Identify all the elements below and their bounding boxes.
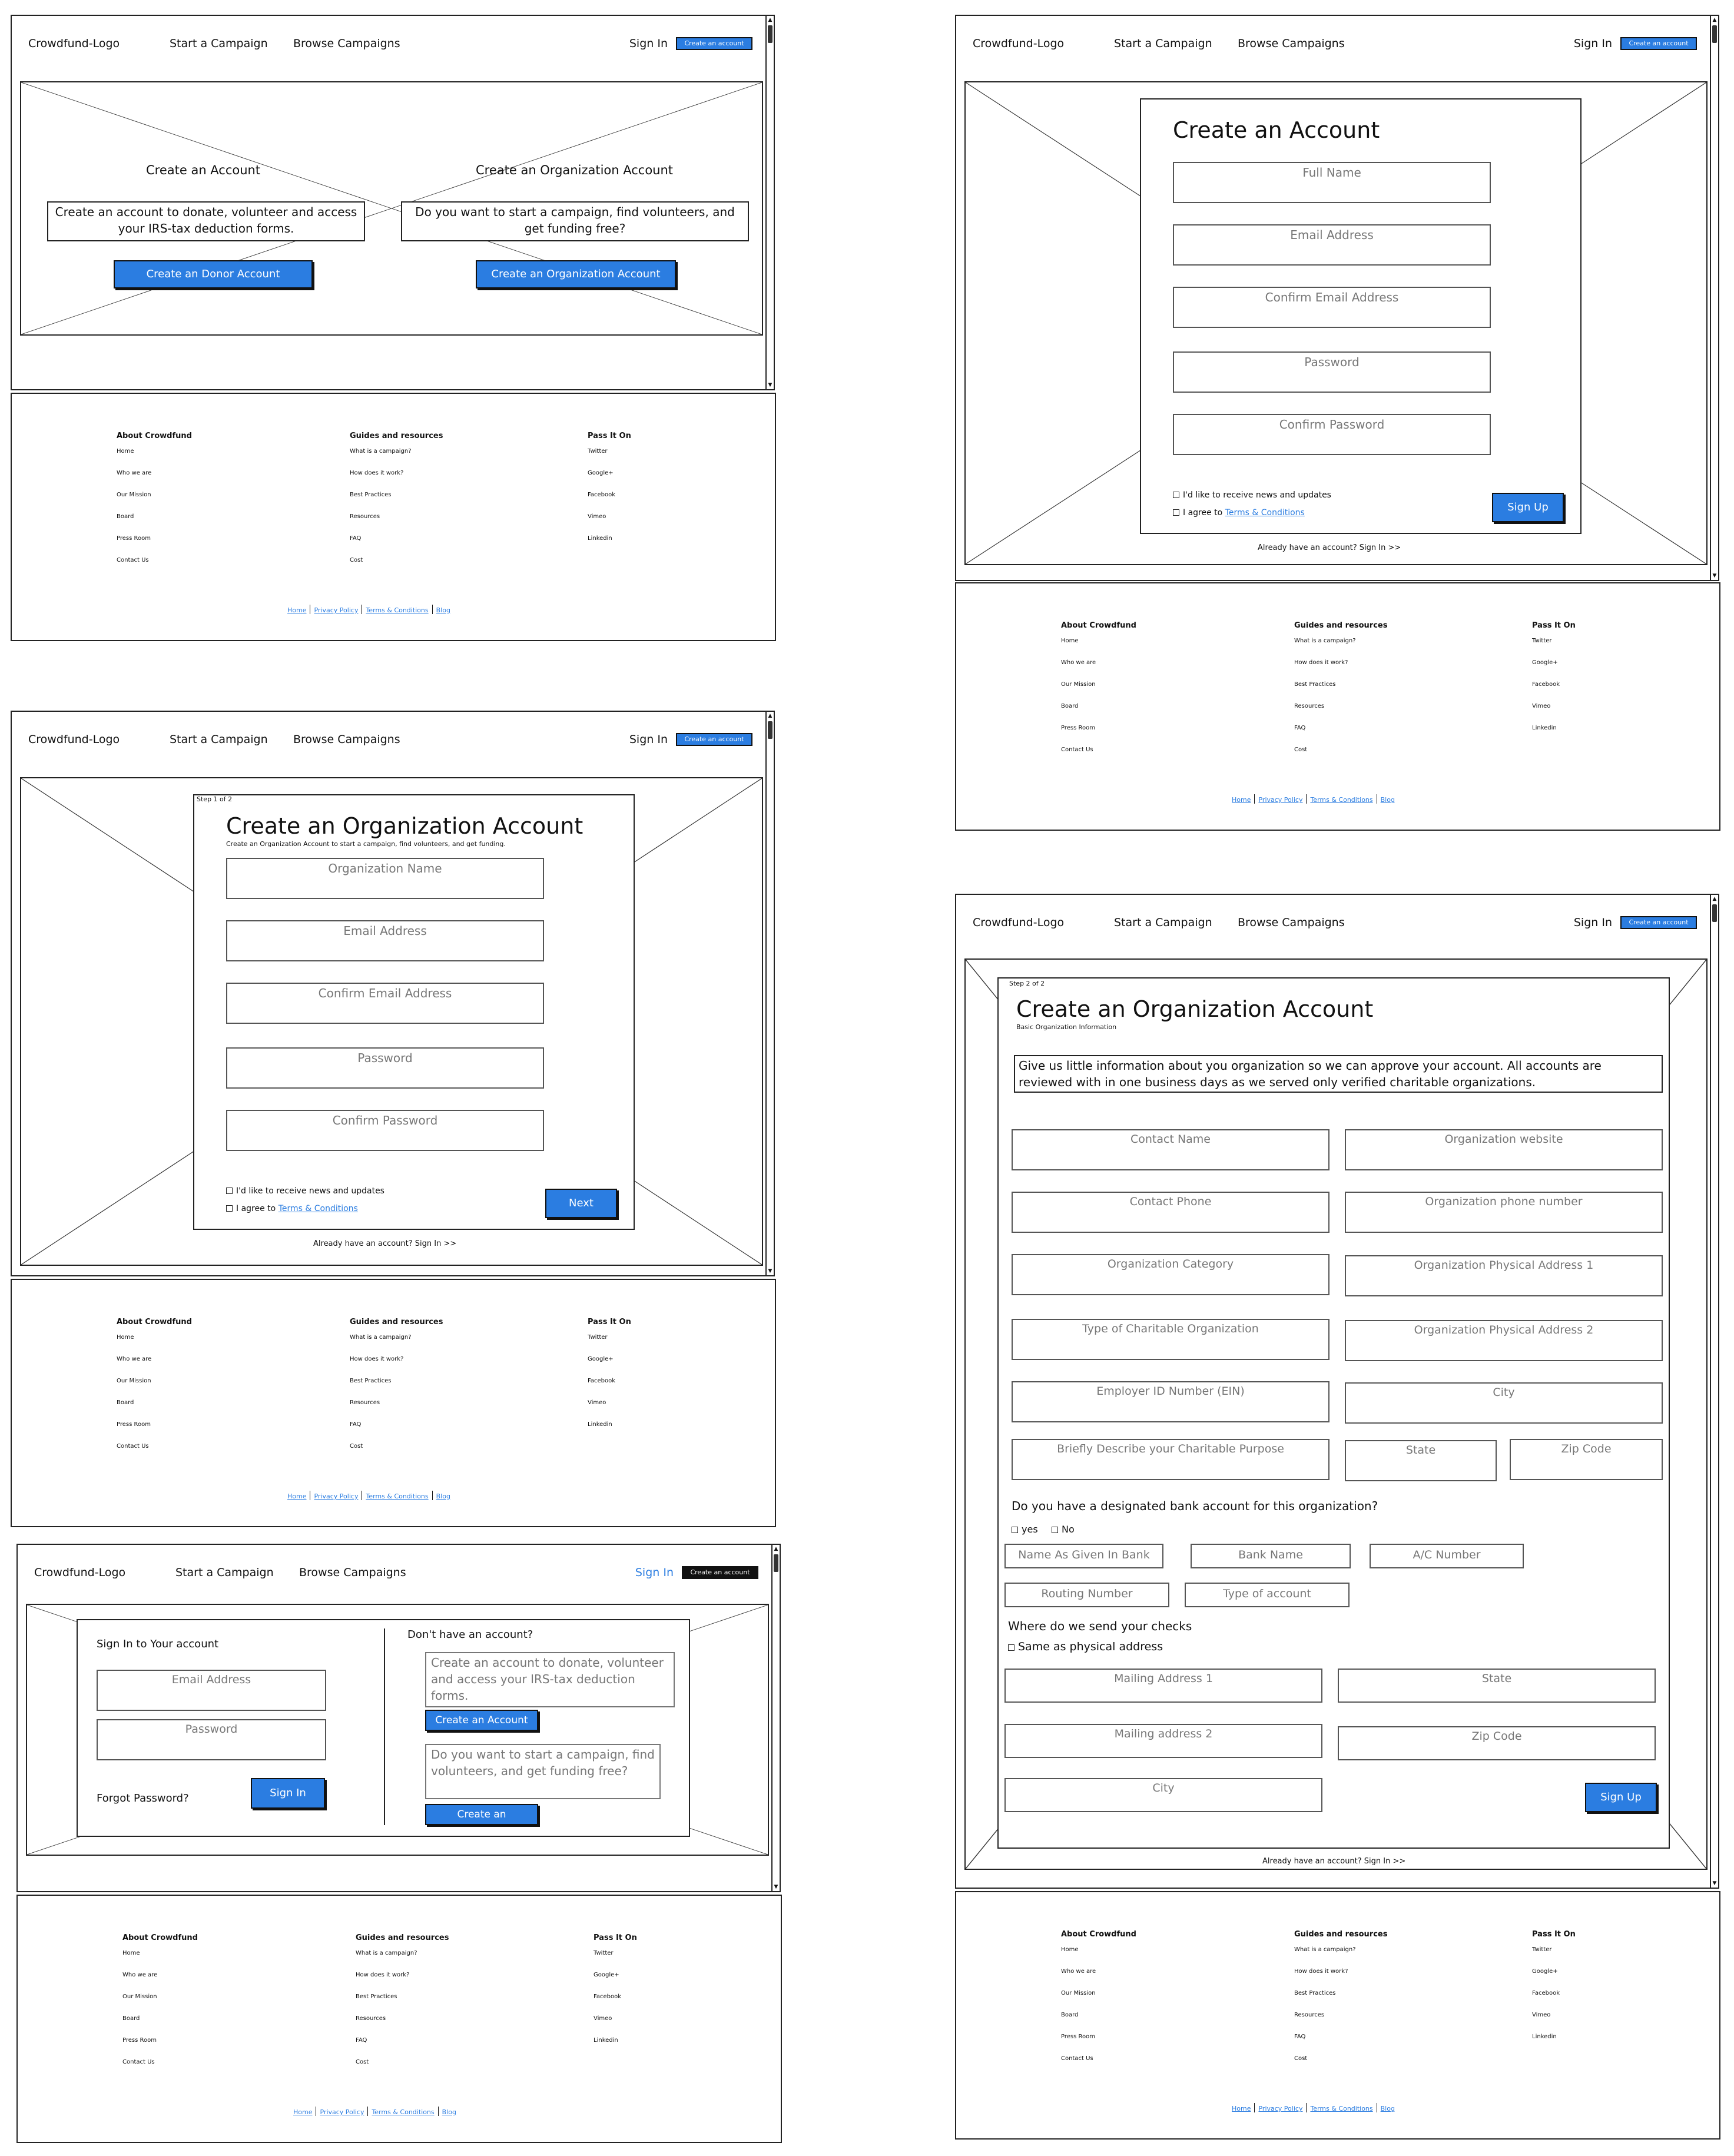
nav-start-campaign[interactable]: Start a Campaign [175, 1566, 274, 1579]
footer-link[interactable]: Linkedin [588, 1421, 612, 1428]
footer-link[interactable]: Who we are [1061, 1968, 1096, 1975]
donor-description: Create an account to donate, volunteer and access your IRS-tax deduction forms. [47, 201, 365, 241]
footer-link[interactable]: Vimeo [1532, 703, 1551, 709]
footer-link[interactable]: How does it work? [1294, 659, 1348, 666]
footer-link[interactable]: Linkedin [1532, 2034, 1557, 2040]
footer-link[interactable]: Our Mission [1061, 681, 1096, 688]
top-nav [956, 16, 1710, 75]
footer-link[interactable]: FAQ [1294, 725, 1306, 731]
already-have-account-link[interactable]: Already have an account? Sign In >> [313, 1239, 457, 1248]
footer-link[interactable]: Cost [1294, 747, 1308, 753]
donor-signup-card [1140, 98, 1582, 534]
footer-bottom-links [287, 1491, 450, 1500]
sign-up-button[interactable]: Sign Up [1585, 1783, 1657, 1812]
news-checkbox[interactable]: I'd like to receive news and updates [1173, 490, 1331, 500]
footer-link[interactable]: What is a campaign? [350, 1334, 412, 1341]
footer-privacy-link[interactable]: Privacy Policy [1258, 796, 1303, 804]
mailing-zip-input[interactable]: Zip Code [1338, 1726, 1656, 1760]
footer-blog-link[interactable]: Blog [1380, 2105, 1395, 2112]
footer-link[interactable]: Google+ [1532, 1968, 1558, 1975]
footer-blog-link[interactable]: Blog [1380, 796, 1395, 804]
footer-link[interactable]: Who we are [117, 470, 152, 476]
footer-link[interactable]: Board [117, 1399, 134, 1406]
footer-privacy-link[interactable]: Privacy Policy [1258, 2105, 1303, 2112]
nav-create-account-button[interactable]: Create an account [676, 37, 752, 50]
next-button[interactable]: Next [545, 1189, 617, 1218]
footer-blog-link[interactable]: Blog [436, 606, 450, 614]
footer-link[interactable]: Press Room [1061, 2034, 1095, 2040]
footer-link[interactable]: Who we are [122, 1972, 158, 1978]
top-nav [956, 895, 1710, 954]
bank-yes-checkbox[interactable]: yes [1012, 1524, 1038, 1535]
nav-create-account-button[interactable]: Create an account [1620, 37, 1697, 50]
footer-link[interactable]: Facebook [1532, 681, 1560, 688]
footer-link[interactable]: Press Room [117, 1421, 151, 1428]
checks-question: Where do we send your checks [1008, 1619, 1192, 1633]
footer-link[interactable]: Contact Us [1061, 747, 1093, 753]
sign-in-card [77, 1619, 690, 1837]
scrollbar[interactable]: ▲ ▼ [765, 16, 774, 389]
footer-link[interactable]: Facebook [588, 1378, 615, 1384]
scrollbar[interactable]: ▲ ▼ [765, 712, 774, 1275]
terms-link[interactable]: Terms & Conditions [1225, 508, 1305, 518]
footer [955, 582, 1720, 831]
sign-in-title: Sign In to Your account [97, 1638, 219, 1650]
already-have-account-link[interactable]: Already have an account? Sign In >> [1262, 1857, 1406, 1866]
footer-link[interactable]: Home [117, 1334, 134, 1341]
nav-start-campaign[interactable]: Start a Campaign [1114, 37, 1212, 50]
footer-col-guides: Guides and resources What is a campaign? How does it work? Best Practices Resources FAQ Cost [356, 1933, 449, 2073]
footer-link[interactable]: Who we are [1061, 659, 1096, 666]
top-nav [12, 16, 765, 75]
screen-org-step1 [11, 711, 775, 1276]
logo[interactable]: Crowdfund-Logo [28, 733, 120, 746]
footer-col-about: About Crowdfund Home Who we are Our Mission Board Press Room Contact Us [122, 1933, 198, 2073]
footer-col-about: About Crowdfund Home Who we are Our Mission Board Press Room Contact Us [117, 432, 192, 571]
org-city-input[interactable]: City [1345, 1382, 1663, 1424]
screen-sign-in [16, 1544, 781, 1892]
confirm-password-input[interactable]: Confirm Password [226, 1110, 544, 1151]
footer-link[interactable]: Our Mission [117, 492, 151, 498]
sign-in-button[interactable]: Sign In [251, 1778, 325, 1809]
top-nav [18, 1545, 771, 1604]
org-name-input[interactable]: Organization Name [226, 858, 544, 899]
footer-terms-link[interactable]: Terms & Conditions [1310, 796, 1373, 804]
password-input[interactable]: Password [1173, 351, 1491, 393]
org-state-input[interactable]: State [1345, 1440, 1497, 1481]
footer-link[interactable]: Twitter [588, 448, 608, 455]
account-number-input[interactable]: A/C Number [1370, 1544, 1524, 1568]
card-subtitle: Create an Organization Account to start a campaign, find volunteers, and get funding. [226, 840, 506, 848]
footer-terms-link[interactable]: Terms & Conditions [366, 606, 429, 614]
terms-link[interactable]: Terms & Conditions [278, 1204, 358, 1213]
account-type-input[interactable]: Type of account [1185, 1583, 1350, 1607]
logo[interactable]: Crowdfund-Logo [973, 37, 1065, 50]
footer-bottom-links [287, 605, 450, 614]
mailing-city-input[interactable]: City [1004, 1778, 1322, 1812]
footer-col-guides: Guides and resources What is a campaign? How does it work? Best Practices Resources FAQ Cost [350, 1318, 443, 1457]
footer-link[interactable]: Resources [1294, 703, 1325, 709]
screen-account-type [11, 15, 775, 390]
news-checkbox[interactable]: I'd like to receive news and updates [226, 1186, 384, 1196]
create-account-button[interactable]: Create an Account [425, 1710, 538, 1731]
org-description: Do you want to start a campaign, find volunteers, and get funding free? [401, 201, 749, 241]
footer-col-about: About Crowdfund Home Who we are Our Mission Board Press Room Contact Us [1061, 621, 1136, 761]
nav-browse-campaigns[interactable]: Browse Campaigns [293, 733, 400, 746]
nav-sign-in[interactable]: Sign In [629, 37, 668, 50]
card-subtitle: Basic Organization Information [1016, 1023, 1117, 1031]
footer-link[interactable]: Press Room [117, 535, 151, 542]
footer-link[interactable]: Board [122, 2015, 140, 2022]
footer-link[interactable]: What is a campaign? [350, 448, 412, 455]
footer-terms-link[interactable]: Terms & Conditions [1310, 2105, 1373, 2112]
password-input[interactable]: Password [97, 1719, 326, 1760]
footer-link[interactable]: FAQ [1294, 2034, 1306, 2040]
charity-type-input[interactable]: Type of Charitable Organization [1012, 1319, 1329, 1360]
footer-link[interactable]: Google+ [588, 470, 614, 476]
footer-link[interactable]: Best Practices [1294, 1990, 1336, 1996]
mailing-address2-input[interactable]: Mailing address 2 [1004, 1724, 1322, 1758]
nav-start-campaign[interactable]: Start a Campaign [170, 733, 268, 746]
footer-col-guides: Guides and resources What is a campaign? How does it work? Best Practices Resources FAQ Cost [350, 432, 443, 571]
footer-col-pass: Pass It On Twitter Google+ Facebook Vimeo Linkedin [1532, 621, 1576, 739]
footer-terms-link[interactable]: Terms & Conditions [372, 2108, 435, 2116]
bank-name-input[interactable]: Bank Name [1191, 1544, 1351, 1568]
step-indicator: Step 2 of 2 [1009, 980, 1045, 987]
nav-sign-in[interactable]: Sign In [1573, 916, 1612, 929]
nav-start-campaign[interactable]: Start a Campaign [170, 37, 268, 50]
confirm-email-input[interactable]: Confirm Email Address [226, 983, 544, 1024]
footer-link[interactable]: Cost [1294, 2055, 1308, 2062]
org-website-input[interactable]: Organization website [1345, 1129, 1663, 1170]
footer-link[interactable]: Press Room [122, 2037, 157, 2044]
footer-link[interactable]: Board [1061, 2012, 1079, 2018]
footer-privacy-link[interactable]: Privacy Policy [320, 2108, 364, 2116]
footer-link[interactable]: How does it work? [1294, 1968, 1348, 1975]
nav-sign-in[interactable]: Sign In [629, 733, 668, 746]
footer-home-link[interactable]: Home [287, 1492, 307, 1500]
footer-link[interactable]: Home [1061, 1946, 1079, 1953]
footer-link[interactable]: Linkedin [594, 2037, 618, 2044]
logo[interactable]: Crowdfund-Logo [28, 37, 120, 50]
info-message: Give us little information about you organization so we can approve your account. All accounts are reviewed with in one business days as we served only verified charitable organizations. [1014, 1055, 1663, 1093]
divider [384, 1628, 385, 1825]
screen-org-step2 [955, 894, 1719, 1889]
footer-link[interactable]: Twitter [588, 1334, 608, 1341]
footer-link[interactable]: Vimeo [594, 2015, 612, 2022]
nav-create-account-button[interactable]: Create an account [1620, 916, 1697, 929]
footer-link[interactable]: Linkedin [588, 535, 612, 542]
footer-link[interactable]: FAQ [356, 2037, 367, 2044]
footer-link[interactable]: Google+ [1532, 659, 1558, 666]
same-address-checkbox[interactable]: Same as physical address [1008, 1640, 1163, 1653]
create-donor-account-button[interactable]: Create an Donor Account [114, 260, 313, 288]
footer [11, 1279, 776, 1527]
card-title: Create an Organization Account [226, 813, 583, 839]
org-heading: Create an Organization Account [476, 163, 674, 177]
nav-create-account-button[interactable]: Create an account [676, 733, 752, 746]
contact-phone-input[interactable]: Contact Phone [1012, 1192, 1329, 1233]
footer-col-pass: Pass It On Twitter Google+ Facebook Vimeo Linkedin [588, 432, 631, 549]
org-address1-input[interactable]: Organization Physical Address 1 [1345, 1255, 1663, 1296]
footer-link[interactable]: Home [1061, 638, 1079, 644]
footer-col-guides: Guides and resources What is a campaign? How does it work? Best Practices Resources FAQ Cost [1294, 621, 1387, 761]
top-nav [12, 712, 765, 771]
footer-col-pass: Pass It On Twitter Google+ Facebook Vimeo Linkedin [1532, 1930, 1576, 2048]
footer-link[interactable]: What is a campaign? [356, 1950, 417, 1956]
footer-link[interactable]: Board [117, 513, 134, 520]
contact-name-input[interactable]: Contact Name [1012, 1129, 1329, 1170]
org-address2-input[interactable]: Organization Physical Address 2 [1345, 1320, 1663, 1361]
no-account-text: Don't have an account? [407, 1628, 533, 1641]
footer-link[interactable]: Contact Us [1061, 2055, 1093, 2062]
org-details-card [997, 977, 1670, 1849]
footer-link[interactable]: Google+ [588, 1356, 614, 1362]
footer-link[interactable]: Twitter [1532, 1946, 1552, 1953]
footer-terms-link[interactable]: Terms & Conditions [366, 1492, 429, 1500]
footer-link[interactable]: Vimeo [588, 513, 606, 520]
card-title: Create an Account [1173, 117, 1380, 143]
screen-donor-signup [955, 15, 1719, 581]
footer-link[interactable]: Resources [350, 1399, 380, 1406]
footer-bottom-links [293, 2107, 456, 2116]
footer-link[interactable]: Our Mission [117, 1378, 151, 1384]
footer-bottom-links [1232, 794, 1395, 804]
footer-link[interactable]: Cost [350, 1443, 363, 1450]
footer [11, 393, 776, 641]
footer-link[interactable]: What is a campaign? [1294, 1946, 1356, 1953]
nav-sign-in[interactable]: Sign In [1573, 37, 1612, 50]
footer-link[interactable]: Vimeo [588, 1399, 606, 1406]
footer-link[interactable]: Contact Us [117, 1443, 149, 1450]
footer-link[interactable]: What is a campaign? [1294, 638, 1356, 644]
ein-input[interactable]: Employer ID Number (EIN) [1012, 1381, 1329, 1422]
email-input[interactable]: Email Address [226, 920, 544, 961]
footer-link[interactable]: Best Practices [350, 492, 392, 498]
footer-link[interactable]: FAQ [350, 535, 362, 542]
footer-link[interactable]: Our Mission [122, 1994, 157, 2000]
footer-link[interactable]: Facebook [1532, 1990, 1560, 1996]
scrollbar[interactable]: ▲ ▼ [1710, 16, 1718, 580]
footer-col-pass: Pass It On Twitter Google+ Facebook Vimeo Linkedin [588, 1318, 631, 1435]
nav-browse-campaigns[interactable]: Browse Campaigns [299, 1566, 406, 1579]
footer-link[interactable]: Press Room [1061, 725, 1095, 731]
footer-link[interactable]: Best Practices [356, 1994, 397, 2000]
footer-link[interactable]: Vimeo [1532, 2012, 1551, 2018]
charitable-purpose-input[interactable]: Briefly Describe your Charitable Purpose [1012, 1439, 1329, 1480]
footer-col-about: About Crowdfund Home Who we are Our Mission Board Press Room Contact Us [117, 1318, 192, 1457]
footer-blog-link[interactable]: Blog [442, 2108, 456, 2116]
footer [955, 1891, 1720, 2140]
footer-link[interactable]: Resources [356, 2015, 386, 2022]
already-have-account-link[interactable]: Already have an account? Sign In >> [1258, 543, 1401, 552]
org-phone-input[interactable]: Organization phone number [1345, 1192, 1663, 1233]
mailing-state-input[interactable]: State [1338, 1669, 1656, 1703]
footer-link[interactable]: Cost [350, 557, 363, 563]
create-org-button[interactable]: Create an [425, 1804, 538, 1825]
footer-home-link[interactable]: Home [287, 606, 307, 614]
name-in-bank-input[interactable]: Name As Given In Bank [1004, 1544, 1163, 1568]
footer-link[interactable]: Resources [350, 513, 380, 520]
footer-privacy-link[interactable]: Privacy Policy [314, 1492, 359, 1500]
donor-heading: Create an Account [146, 163, 261, 177]
footer-link[interactable]: Board [1061, 703, 1079, 709]
footer-link[interactable]: Best Practices [1294, 681, 1336, 688]
footer-link[interactable]: Facebook [588, 492, 615, 498]
footer-link[interactable]: Twitter [594, 1950, 614, 1956]
footer [16, 1895, 782, 2143]
footer-col-pass: Pass It On Twitter Google+ Facebook Vimeo Linkedin [594, 1933, 637, 2051]
confirm-email-input[interactable]: Confirm Email Address [1173, 287, 1491, 328]
nav-browse-campaigns[interactable]: Browse Campaigns [293, 37, 400, 50]
footer-home-link[interactable]: Home [1232, 2105, 1251, 2112]
nav-start-campaign[interactable]: Start a Campaign [1114, 916, 1212, 929]
footer-link[interactable]: Our Mission [1061, 1990, 1096, 1996]
footer-link[interactable]: How does it work? [356, 1972, 410, 1978]
footer-link[interactable]: Cost [356, 2059, 369, 2065]
sign-up-button[interactable]: Sign Up [1492, 493, 1564, 522]
terms-checkbox[interactable]: I agree to Terms & Conditions [1173, 508, 1305, 518]
routing-number-input[interactable]: Routing Number [1004, 1583, 1169, 1607]
org-category-input[interactable]: Organization Category [1012, 1254, 1329, 1295]
footer-privacy-link[interactable]: Privacy Policy [314, 606, 359, 614]
scrollbar[interactable]: ▲ ▼ [1710, 895, 1718, 1888]
bank-no-checkbox[interactable]: No [1052, 1524, 1075, 1535]
footer-col-guides: Guides and resources What is a campaign? How does it work? Best Practices Resources FAQ Cost [1294, 1930, 1387, 2069]
card-title: Create an Organization Account [1016, 996, 1374, 1022]
org-zip-input[interactable]: Zip Code [1510, 1439, 1663, 1480]
org-signup-card [193, 794, 635, 1230]
full-name-input[interactable]: Full Name [1173, 162, 1491, 203]
logo[interactable]: Crowdfund-Logo [34, 1566, 126, 1579]
footer-link[interactable]: Twitter [1532, 638, 1552, 644]
footer-link[interactable]: Contact Us [117, 557, 149, 563]
terms-checkbox[interactable]: I agree to Terms & Conditions [226, 1204, 358, 1213]
email-input[interactable]: Email Address [1173, 224, 1491, 266]
footer-blog-link[interactable]: Blog [436, 1492, 450, 1500]
org-description: Do you want to start a campaign, find volunteers, and get funding free? [425, 1744, 661, 1799]
mailing-address1-input[interactable]: Mailing Address 1 [1004, 1669, 1322, 1703]
nav-browse-campaigns[interactable]: Browse Campaigns [1238, 916, 1345, 929]
footer-link[interactable]: Google+ [594, 1972, 619, 1978]
footer-link[interactable]: Resources [1294, 2012, 1325, 2018]
nav-browse-campaigns[interactable]: Browse Campaigns [1238, 37, 1345, 50]
create-org-account-button[interactable]: Create an Organization Account [476, 260, 676, 288]
donor-description: Create an account to donate, volunteer and access your IRS-tax deduction forms. [425, 1652, 675, 1707]
footer-link[interactable]: Linkedin [1532, 725, 1557, 731]
footer-link[interactable]: Facebook [594, 1994, 621, 2000]
scrollbar[interactable]: ▲ ▼ [771, 1545, 780, 1891]
footer-link[interactable]: Contact Us [122, 2059, 155, 2065]
footer-link[interactable]: Best Practices [350, 1378, 392, 1384]
footer-home-link[interactable]: Home [293, 2108, 313, 2116]
footer-col-about: About Crowdfund Home Who we are Our Mission Board Press Room Contact Us [1061, 1930, 1136, 2069]
footer-link[interactable]: FAQ [350, 1421, 362, 1428]
confirm-password-input[interactable]: Confirm Password [1173, 414, 1491, 455]
step-indicator: Step 1 of 2 [197, 795, 233, 803]
footer-link[interactable]: Home [117, 448, 134, 455]
forgot-password-link[interactable]: Forgot Password? [97, 1792, 189, 1805]
logo[interactable]: Crowdfund-Logo [973, 916, 1065, 929]
nav-create-account-button[interactable]: Create an account [682, 1566, 758, 1579]
password-input[interactable]: Password [226, 1047, 544, 1089]
footer-home-link[interactable]: Home [1232, 796, 1251, 804]
bank-question: Do you have a designated bank account for this organization? [1012, 1499, 1378, 1513]
footer-link[interactable]: How does it work? [350, 1356, 404, 1362]
email-input[interactable]: Email Address [97, 1670, 326, 1711]
footer-link[interactable]: Home [122, 1950, 140, 1956]
nav-sign-in[interactable]: Sign In [635, 1566, 674, 1579]
footer-link[interactable]: Who we are [117, 1356, 152, 1362]
footer-link[interactable]: How does it work? [350, 470, 404, 476]
footer-bottom-links [1232, 2103, 1395, 2112]
